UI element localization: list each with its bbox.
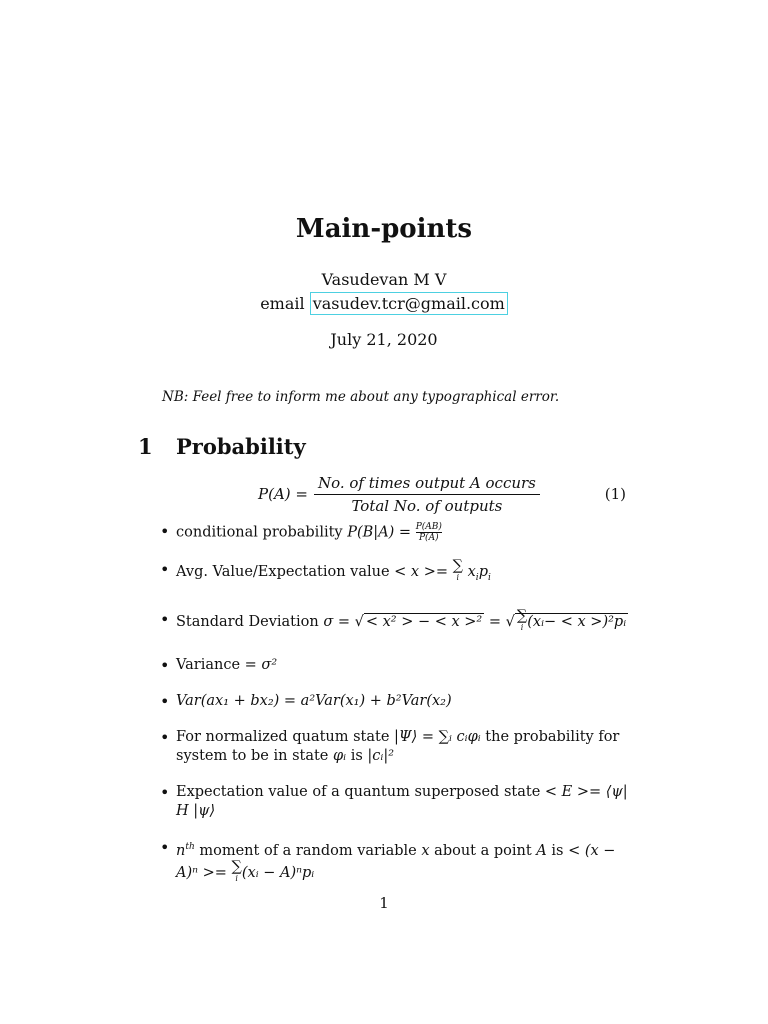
document-title: Main-points [295, 214, 473, 244]
equation-fraction [314, 474, 540, 515]
list-item-variance [160, 656, 630, 675]
bullet-text-b: about a point [434, 842, 532, 859]
list-item-quantum-state [160, 728, 630, 766]
fraction-numerator: P(AB) [415, 522, 442, 532]
document-date: July 21, 2020 [330, 330, 438, 349]
bullet-math: < E >= ⟨ψ| H |ψ⟩ [176, 783, 628, 819]
sum-symbol: ∑ i [231, 858, 242, 883]
list-item-nth-moment [160, 838, 630, 885]
section-number: 1 [138, 434, 153, 459]
bullet-math-n [176, 843, 195, 859]
th-superscript: th [185, 841, 195, 852]
bullet-text: Standard Deviation [176, 613, 319, 630]
bullet-math-x: x [421, 842, 430, 859]
bullet-math: σ = [323, 613, 350, 630]
list-item-expectation [160, 560, 630, 588]
term-x: x [467, 564, 476, 580]
bullet-math: Var(ax₁ + bx₂) = a²Var(x₁) + b²Var(x₂) [176, 692, 452, 709]
bullet-math-a: A [536, 842, 547, 859]
section-title: Probability [176, 434, 306, 459]
sum-index: i [520, 622, 524, 632]
page-number: 1 [379, 894, 389, 912]
bullet-math-term: $x_ip_i$ [467, 564, 491, 583]
bullet-text: Variance = [176, 656, 257, 673]
email-link[interactable]: vasudev.tcr@gmail.com [310, 292, 508, 315]
sqrt-term-a: < x² > − < x >² [365, 613, 483, 630]
author-name: Vasudevan M V [321, 270, 447, 289]
author-block [0, 268, 768, 316]
bullet-text: moment of a random variable [199, 842, 417, 859]
list-item-conditional [160, 522, 630, 543]
bullet-math: < x >= [394, 564, 449, 580]
typo-note: NB: Feel free to inform me about any typographical error. [162, 389, 560, 405]
bullet-math-c: |cᵢ|² [367, 747, 395, 764]
bullet-text-c: is [350, 747, 363, 764]
sum-symbol: ∑ i [452, 558, 463, 582]
sum-index: i [235, 873, 238, 883]
bullet-math-b: φᵢ [333, 747, 347, 764]
email-line [0, 292, 768, 316]
bullet-text-c: is [551, 842, 564, 859]
sqrt-term-b: (xᵢ− < x >)²pᵢ [527, 613, 627, 630]
bullet-math-e: (xᵢ − A)ⁿpᵢ [241, 864, 315, 881]
equals-sign: = [488, 613, 502, 630]
sum-symbol: ∑ i [516, 607, 528, 632]
bullet-text: Expectation value of a quantum superposed state [176, 783, 541, 800]
n-symbol: n [176, 842, 186, 859]
equation-number: (1) [604, 485, 626, 503]
equation-numerator: No. of times output A occurs [314, 474, 540, 495]
fraction-denominator: P(A) [419, 533, 439, 543]
bullet-math-d: < (x − A)ⁿ >= [176, 842, 616, 881]
list-item-std-deviation: • Standard Deviation σ = √ < x² > − < x >² = √ ∑ i (xᵢ− < x >)²pᵢ [160, 610, 630, 634]
sqrt-term-b-wrapper [515, 607, 628, 632]
probability-equation [140, 473, 630, 515]
equation-denominator: Total No. of outputs [351, 496, 503, 515]
list-item-energy-expectation [160, 783, 630, 821]
bullet-text: Avg. Value/Expectation value [176, 564, 390, 580]
bullet-text-b: the probability for system to be in state [176, 728, 620, 764]
bullet-list [160, 522, 630, 902]
sum-index: i [456, 573, 460, 582]
email-label: email [260, 294, 305, 313]
section-heading [138, 434, 306, 459]
bullet-math: σ² [261, 656, 278, 673]
equation-lhs: P(A) = [258, 485, 308, 503]
bullet-fraction [416, 522, 442, 543]
list-item-var-linear [160, 692, 630, 711]
bullet-math: P(B|A) = [347, 524, 412, 541]
bullet-math: |Ψ⟩ = ∑ᵢ cᵢφᵢ [394, 728, 481, 745]
bullet-text: conditional probability [176, 524, 343, 541]
bullet-text: For normalized quatum state [176, 728, 390, 745]
